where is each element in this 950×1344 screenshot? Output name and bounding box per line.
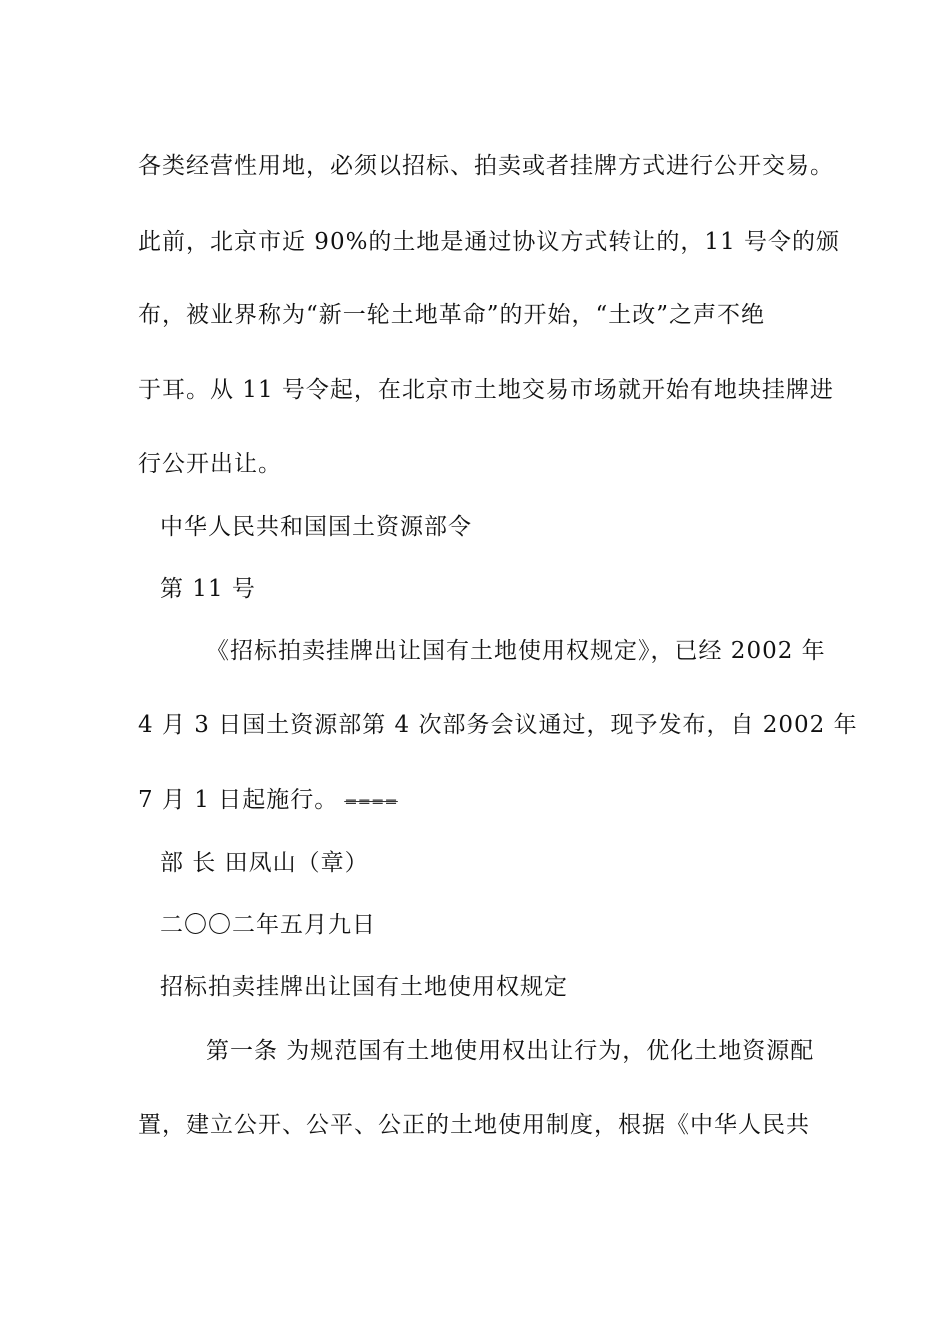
issue-date: 二〇〇二年五月九日 xyxy=(160,912,376,938)
paragraph1-line-3: 布，被业界称为“新一轮土地革命”的开始，“土改”之声不绝 xyxy=(138,302,766,328)
article1-line-2: 置，建立公开、公平、公正的土地使用制度，根据《中华人民共 xyxy=(138,1112,810,1138)
paragraph1-line-1: 各类经营性用地，必须以招标、拍卖或者挂牌方式进行公开交易。 xyxy=(138,153,834,179)
regulation-title: 招标拍卖挂牌出让国有土地使用权规定 xyxy=(160,974,568,1000)
paragraph2-line-3-wrapper xyxy=(138,785,818,817)
strike-marks: ==== xyxy=(344,792,398,811)
article1-line-1: 第一条 为规范国有土地使用权出让行为，优化土地资源配 xyxy=(206,1038,815,1064)
minister-signature: 部 长 田凤山（章） xyxy=(160,850,369,876)
paragraph1-line-5: 行公开出让。 xyxy=(138,451,282,477)
paragraph1-line-4: 于耳。从 11 号令起，在北京市土地交易市场就开始有地块挂牌进 xyxy=(138,377,834,403)
paragraph1-line-2: 此前，北京市近 90%的土地是通过协议方式转让的，11 号令的颁 xyxy=(138,229,841,255)
paragraph2-line-3: 7 月 1 日起施行。 xyxy=(138,787,339,813)
order-number: 第 11 号 xyxy=(160,576,256,602)
paragraph2-line-1: 《招标拍卖挂牌出让国有土地使用权规定》，已经 2002 年 xyxy=(206,638,826,664)
paragraph2-line-2: 4 月 3 日国土资源部第 4 次部务会议通过，现予发布，自 2002 年 xyxy=(138,712,858,738)
order-title: 中华人民共和国国土资源部令 xyxy=(160,514,472,540)
